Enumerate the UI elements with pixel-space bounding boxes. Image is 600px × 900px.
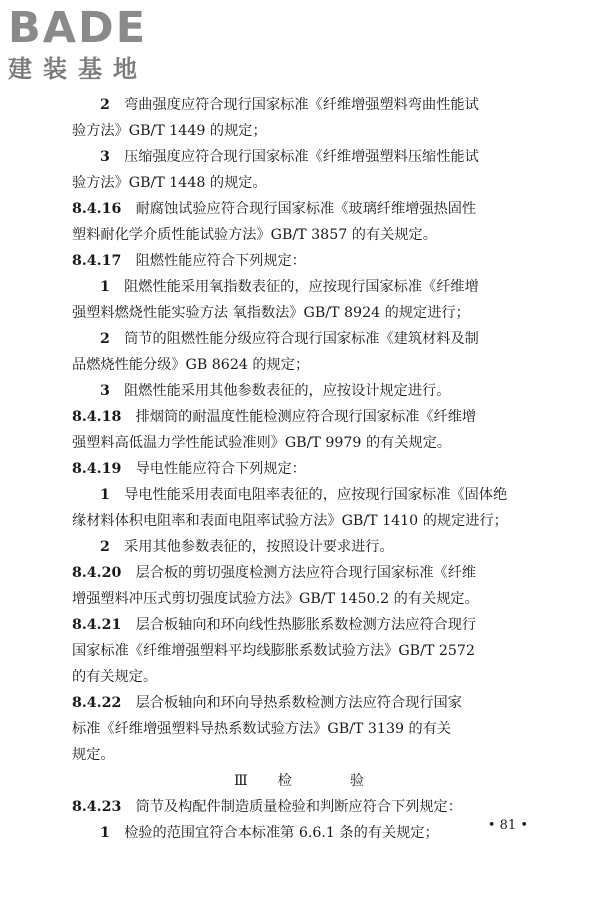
text-line <box>72 222 528 248</box>
clause-number: 8.4.16 <box>72 201 122 217</box>
line-text: 导电性能应符合下列规定： <box>135 461 306 477</box>
line-text: 压缩强度应符合现行国家标准《纤维增强塑料压缩性能试 <box>124 149 479 165</box>
line-text: 层合板的剪切强度检测方法应符合现行国家标准《纤维 <box>135 565 477 581</box>
text-line <box>72 690 528 716</box>
text-line <box>72 92 528 118</box>
clause-number: 3 <box>100 149 110 165</box>
text-line <box>72 638 528 664</box>
text-line <box>72 300 528 326</box>
line-text: 筒节的阻燃性能分级应符合现行国家标准《建筑材料及制 <box>124 331 479 347</box>
text-line <box>72 612 528 638</box>
section-heading <box>72 768 528 794</box>
logo-wordmark: BADE <box>8 3 148 53</box>
text-line <box>72 794 528 820</box>
text-line <box>72 508 528 534</box>
line-text: 强塑料燃烧性能实验方法 氧指数法》GB/T 8924 的规定进行； <box>72 305 470 321</box>
clause-number: 8.4.18 <box>72 409 122 425</box>
line-text: 阻燃性能采用氧指数表征的，应按现行国家标准《纤维增 <box>124 279 479 295</box>
text-line <box>72 742 528 768</box>
section-title-a: 检 <box>277 773 294 789</box>
clause-number: 1 <box>100 487 110 503</box>
clause-number: 8.4.17 <box>72 253 122 269</box>
text-line <box>72 170 528 196</box>
text-line <box>72 534 528 560</box>
clause-number: 3 <box>100 383 110 399</box>
line-text: 排烟筒的耐温度性能检测应符合现行国家标准《纤维增 <box>135 409 477 425</box>
clause-number: 2 <box>100 539 110 555</box>
clause-number: 2 <box>100 331 110 347</box>
line-text: 耐腐蚀试验应符合现行国家标准《玻璃纤维增强热固性 <box>135 201 477 217</box>
text-line <box>72 326 528 352</box>
line-text: 的有关规定。 <box>72 669 158 685</box>
line-text: 层合板轴向和环向线性热膨胀系数检测方法应符合现行 <box>135 617 477 633</box>
line-text: 增强塑料冲压式剪切强度试验方法》GB/T 1450.2 的有关规定。 <box>72 591 479 607</box>
line-text: 塑料耐化学介质性能试验方法》GB/T 3857 的有关规定。 <box>72 227 437 243</box>
line-text: 导电性能采用表面电阻率表征的，应按现行国家标准《固体绝 <box>124 487 508 503</box>
section-numeral: Ⅲ <box>233 773 250 789</box>
text-line <box>72 716 528 742</box>
text-line <box>72 586 528 612</box>
document-body <box>72 92 528 846</box>
text-line <box>72 248 528 274</box>
page-number: • 81 • <box>487 818 528 833</box>
line-text: 验方法》GB/T 1449 的规定； <box>72 123 267 139</box>
clause-number: 8.4.22 <box>72 695 122 711</box>
line-text: 检验的范围宜符合本标准第 6.6.1 条的有关规定； <box>124 825 439 841</box>
line-text: 缘材料体积电阻率和表面电阻率试验方法》GB/T 1410 的规定进行； <box>72 513 508 529</box>
text-line <box>72 482 528 508</box>
line-text: 阻燃性能应符合下列规定： <box>135 253 306 269</box>
clause-number: 8.4.20 <box>72 565 122 581</box>
text-line <box>72 196 528 222</box>
text-line <box>72 456 528 482</box>
line-text: 标准《纤维增强塑料导热系数试验方法》GB/T 3139 的有关 <box>72 721 452 737</box>
text-line <box>72 820 528 846</box>
line-text: 国家标准《纤维增强塑料平均线膨胀系数试验方法》GB/T 2572 <box>72 643 475 659</box>
section-title-b: 验 <box>349 773 367 789</box>
text-line <box>72 352 528 378</box>
text-line <box>72 430 528 456</box>
clause-lines-after <box>72 794 528 846</box>
line-text: 弯曲强度应符合现行国家标准《纤维增强塑料弯曲性能试 <box>124 97 479 113</box>
clause-number: 2 <box>100 97 110 113</box>
text-line <box>72 274 528 300</box>
text-line <box>72 378 528 404</box>
line-text: 采用其他参数表征的，按照设计要求进行。 <box>124 539 394 555</box>
text-line <box>72 560 528 586</box>
line-text: 层合板轴向和环向导热系数检测方法应符合现行国家 <box>135 695 462 711</box>
line-text: 品燃烧性能分级》GB 8624 的规定； <box>72 357 310 373</box>
clause-number: 8.4.21 <box>72 617 122 633</box>
clause-lines <box>72 92 528 768</box>
clause-number: 8.4.23 <box>72 799 122 815</box>
clause-number: 8.4.19 <box>72 461 122 477</box>
clause-number: 1 <box>100 825 110 841</box>
bade-logo <box>8 4 176 88</box>
text-line <box>72 664 528 690</box>
line-text: 筒节及构配件制造质量检验和判断应符合下列规定： <box>135 799 462 815</box>
line-text: 验方法》GB/T 1448 的规定。 <box>72 175 267 191</box>
clause-number: 1 <box>100 279 110 295</box>
text-line <box>72 118 528 144</box>
line-text: 强塑料高低温力学性能试验准则》GB/T 9979 的有关规定。 <box>72 435 452 451</box>
text-line <box>72 144 528 170</box>
logo-subtitle: 建装基地 <box>8 55 148 83</box>
text-line <box>72 404 528 430</box>
line-text: 规定。 <box>72 747 115 763</box>
line-text: 阻燃性能采用其他参数表征的，应按设计规定进行。 <box>124 383 451 399</box>
